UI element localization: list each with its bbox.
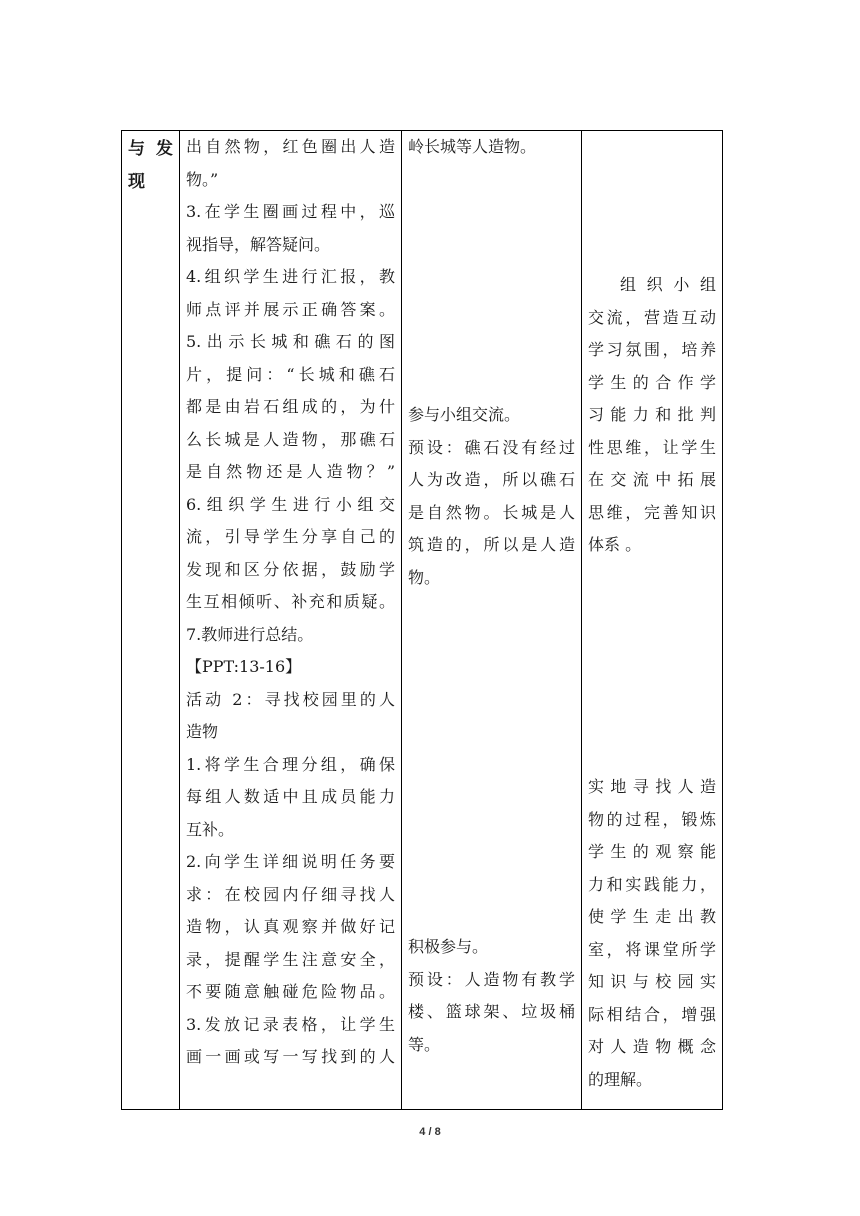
lesson-plan-table <box>121 130 723 1110</box>
text-line: 对人造物概念 <box>588 1037 716 1056</box>
text-line: 6.组织学生进行小组交 <box>186 494 395 514</box>
text-line: 画一画或写一写找到的人 <box>186 1047 395 1066</box>
text-line: 参与小组交流。 <box>408 405 521 424</box>
text-line: 积极参与。 <box>408 937 489 956</box>
student-activity-text-3 <box>408 931 575 1061</box>
student-activity-cell <box>402 131 582 1110</box>
table-row <box>122 131 723 1110</box>
text-line: 视指导，解答疑问。 <box>186 234 331 254</box>
design-intent-text-2 <box>588 771 716 1096</box>
text-line: 性思维，让学生 <box>588 437 716 457</box>
design-intent-text-1 <box>588 269 716 562</box>
text-line: 是自然物还是人造物？” <box>186 462 395 481</box>
text-line: 预设：礁石没有经过 <box>408 437 575 457</box>
text-line: 实地寻找人造 <box>588 777 716 796</box>
text-line: 交流，营造互动 <box>588 307 716 327</box>
text-line: 物。 <box>408 567 441 587</box>
text-line: 生互相倾听、补充和质疑。 <box>186 592 395 611</box>
text-line: 互补。 <box>186 819 235 839</box>
teacher-activity-text <box>186 131 395 1074</box>
text-line: 学生的合作学 <box>588 372 716 392</box>
text-line: 活动 2：寻找校园里的人 <box>186 689 395 709</box>
design-intent-cell <box>582 131 723 1110</box>
stage-title-line: 现 <box>128 171 145 192</box>
text-line: 造物 <box>186 722 219 741</box>
text-line: 学习氛围，培养 <box>588 340 716 359</box>
text-line: 3.发放记录表格，让学生 <box>186 1014 395 1034</box>
stage-cell <box>122 131 180 1110</box>
text-line: 每组人数适中且成员能力 <box>186 787 395 806</box>
text-line: 楼、篮球架、垃圾桶 <box>408 1002 575 1021</box>
text-line: 岭长城等人造物。 <box>408 137 537 156</box>
text-line: 组 织 小 组 <box>620 275 716 294</box>
text-line: 出自然物，红色圈出人造 <box>186 137 395 156</box>
text-line: 7.教师进行总结。 <box>186 624 314 644</box>
text-line: 知识与校园实 <box>588 972 716 991</box>
text-line: 师点评并展示正确答案。 <box>186 299 395 319</box>
text-line: 录，提醒学生注意安全， <box>186 949 395 969</box>
text-line: 么长城是人造物，那礁石 <box>186 429 395 449</box>
text-line: 使学生走出教 <box>588 907 716 926</box>
text-line: 物的过程，锻炼 <box>588 809 716 829</box>
text-line: 思维，完善知识 <box>588 502 716 522</box>
text-line: 1.将学生合理分组，确保 <box>186 754 395 774</box>
text-line: 不要随意触碰危险物品。 <box>186 982 395 1001</box>
text-line: 发现和区分依据，鼓励学 <box>186 559 395 579</box>
text-line: 室，将课堂所学 <box>588 939 716 959</box>
text-line: 4.组织学生进行汇报，教 <box>186 267 395 286</box>
text-line: 人为改造，所以礁石 <box>408 470 575 489</box>
text-line: 预设：人造物有教学 <box>408 969 575 989</box>
text-line: 造物，认真观察并做好记 <box>186 917 395 936</box>
text-line: 筑造的，所以是人造 <box>408 535 575 554</box>
student-activity-text-1 <box>408 131 575 164</box>
text-line: 【PPT:13-16】 <box>186 657 302 676</box>
page-number: 4 / 8 <box>419 1126 441 1138</box>
text-line: 的理解。 <box>588 1069 653 1089</box>
text-line: 5.出示长城和礁石的图 <box>186 332 395 351</box>
text-line: 等。 <box>408 1034 441 1054</box>
text-line: 学生的观察能 <box>588 842 716 861</box>
text-line: 都是由岩石组成的，为什 <box>186 397 395 416</box>
text-line: 2.向学生详细说明任务要 <box>186 852 395 871</box>
text-line: 际相结合，增强 <box>588 1004 716 1024</box>
text-line: 习能力和批判 <box>588 405 716 424</box>
text-line: 是自然物。长城是人 <box>408 502 575 522</box>
text-line: 3.在学生圈画过程中，巡 <box>186 202 395 221</box>
student-activity-text-2 <box>408 399 575 594</box>
stage-title <box>122 131 179 198</box>
text-line: 体系 。 <box>588 535 642 554</box>
text-line: 片，提问：“长城和礁石 <box>186 364 395 384</box>
text-line: 流，引导学生分享自己的 <box>186 527 395 546</box>
teacher-activity-cell <box>180 131 402 1110</box>
text-line: 物。” <box>186 169 219 189</box>
text-line: 在交流中拓展 <box>588 470 716 489</box>
text-line: 力和实践能力， <box>588 874 716 894</box>
stage-title-line: 与 发 <box>128 139 173 159</box>
text-line: 求：在校园内仔细寻找人 <box>186 884 395 904</box>
